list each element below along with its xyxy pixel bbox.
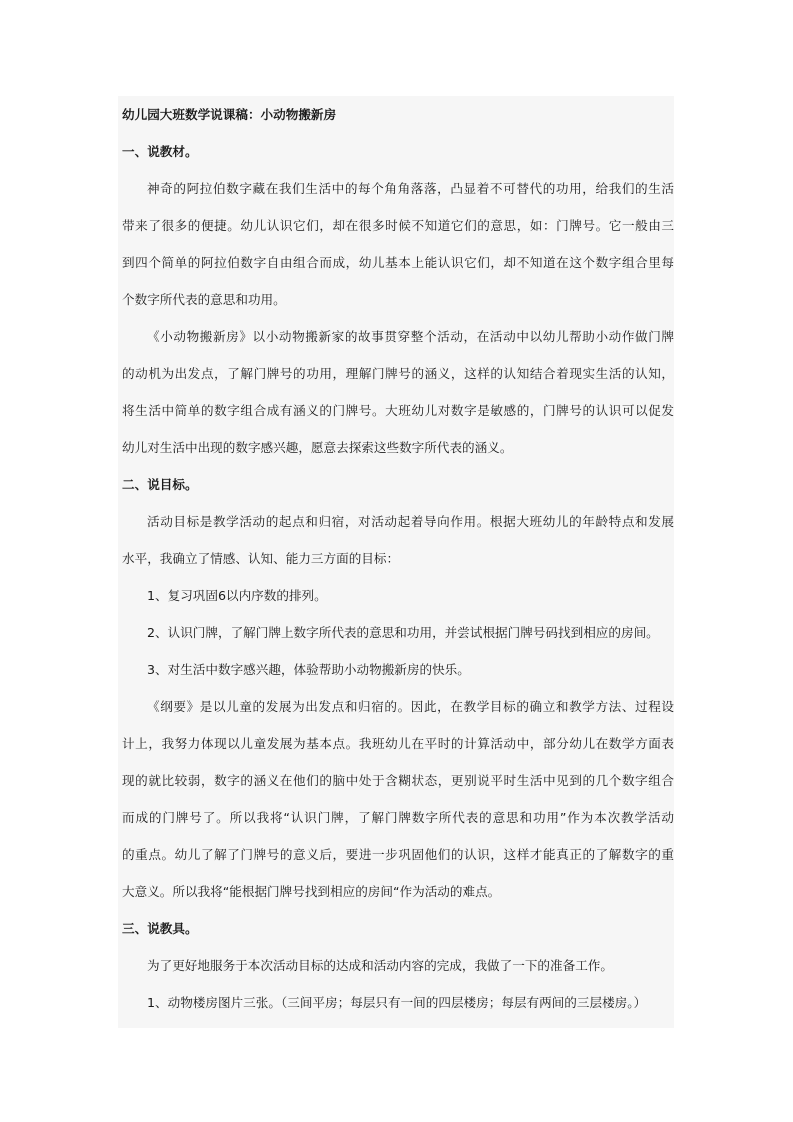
text-line: 的重点。幼儿了解了门牌号的意义后，要进一步巩固他们的认识，这样才能真正的了解数字的重 (122, 847, 674, 862)
document-title: 幼儿园大班数学说课稿：小动物搬新房 (122, 107, 337, 122)
list-item: 2、认识门牌，了解门牌上数字所代表的意思和功用，并尝试根据门牌号码找到相应的房间。 (147, 625, 659, 640)
section-heading-goals: 二、说目标。 (122, 477, 198, 492)
text-line: 活动目标是教学活动的起点和归宿，对活动起着导向作用。根据大班幼儿的年龄特点和发展 (147, 514, 674, 529)
text-line: 的动机为出发点，了解门牌号的功用，理解门牌号的涵义，这样的认知结合着现实生活的认知， (122, 366, 674, 381)
text-line: 现的就比较弱，数字的涵义在他们的脑中处于含糊状态，更别说平时生活中见到的几个数字组合 (122, 773, 674, 788)
text-line: 大意义。所以我将“能根据门牌号找到相应的房间“作为活动的难点。 (122, 884, 501, 899)
text-line: 个数字所代表的意思和功用。 (122, 292, 286, 307)
paragraph (122, 170, 674, 318)
paragraph (122, 688, 674, 910)
text-line: 《纲要》是以儿童的发展为出发点和归宿的。因此，在教学目标的确立和教学方法、过程设 (147, 699, 674, 714)
text-line: 《小动物搬新房》以小动物搬新家的故事贯穿整个活动，在活动中以幼儿帮助小动作做门牌 (147, 329, 674, 344)
text-line: 幼儿对生活中出现的数字感兴趣，愿意去探索这些数字所代表的涵义。 (122, 440, 513, 455)
list-item: 1、动物楼房图片三张。（三间平房；每层只有一间的四层楼房；每层有两间的三层楼房。） (147, 995, 647, 1010)
list-item: 3、对生活中数字感兴趣，体验帮助小动物搬新房的快乐。 (147, 662, 470, 677)
goal-list (122, 577, 674, 688)
section-heading-materials: 一、说教材。 (122, 144, 198, 159)
aids-list (122, 984, 674, 1021)
text-line: 到四个简单的阿拉伯数字自由组合而成，幼儿基本上能认识它们，却不知道在这个数字组合里每 (122, 255, 674, 270)
paragraph (122, 503, 674, 577)
list-item: 1、复习巩固6以内序数的排列。 (147, 588, 327, 603)
text-line: 将生活中简单的数字组合成有涵义的门牌号。大班幼儿对数字是敏感的，门牌号的认识可以促发 (122, 403, 674, 418)
text-line: 水平，我确立了情感、认知、能力三方面的目标： (122, 551, 400, 566)
document-body (122, 96, 674, 1021)
text-line: 而成的门牌号了。所以我将“认识门牌，了解门牌数字所代表的意思和功用”作为本次教学活动 (122, 810, 674, 825)
text-line: 神奇的阿拉伯数字藏在我们生活中的每个角角落落，凸显着不可替代的功用，给我们的生活 (147, 181, 674, 196)
paragraph (122, 318, 674, 466)
text-line: 为了更好地服务于本次活动目标的达成和活动内容的完成，我做了一下的准备工作。 (147, 958, 613, 973)
text-line: 计上，我努力体现以儿童发展为基本点。我班幼儿在平时的计算活动中，部分幼儿在数学方面表 (122, 736, 674, 751)
text-line: 带来了很多的便捷。幼儿认识它们，却在很多时候不知道它们的意思，如：门牌号。它一般由三 (122, 218, 674, 233)
section-heading-teaching-aids: 三、说教具。 (122, 921, 198, 936)
paragraph (122, 947, 674, 984)
